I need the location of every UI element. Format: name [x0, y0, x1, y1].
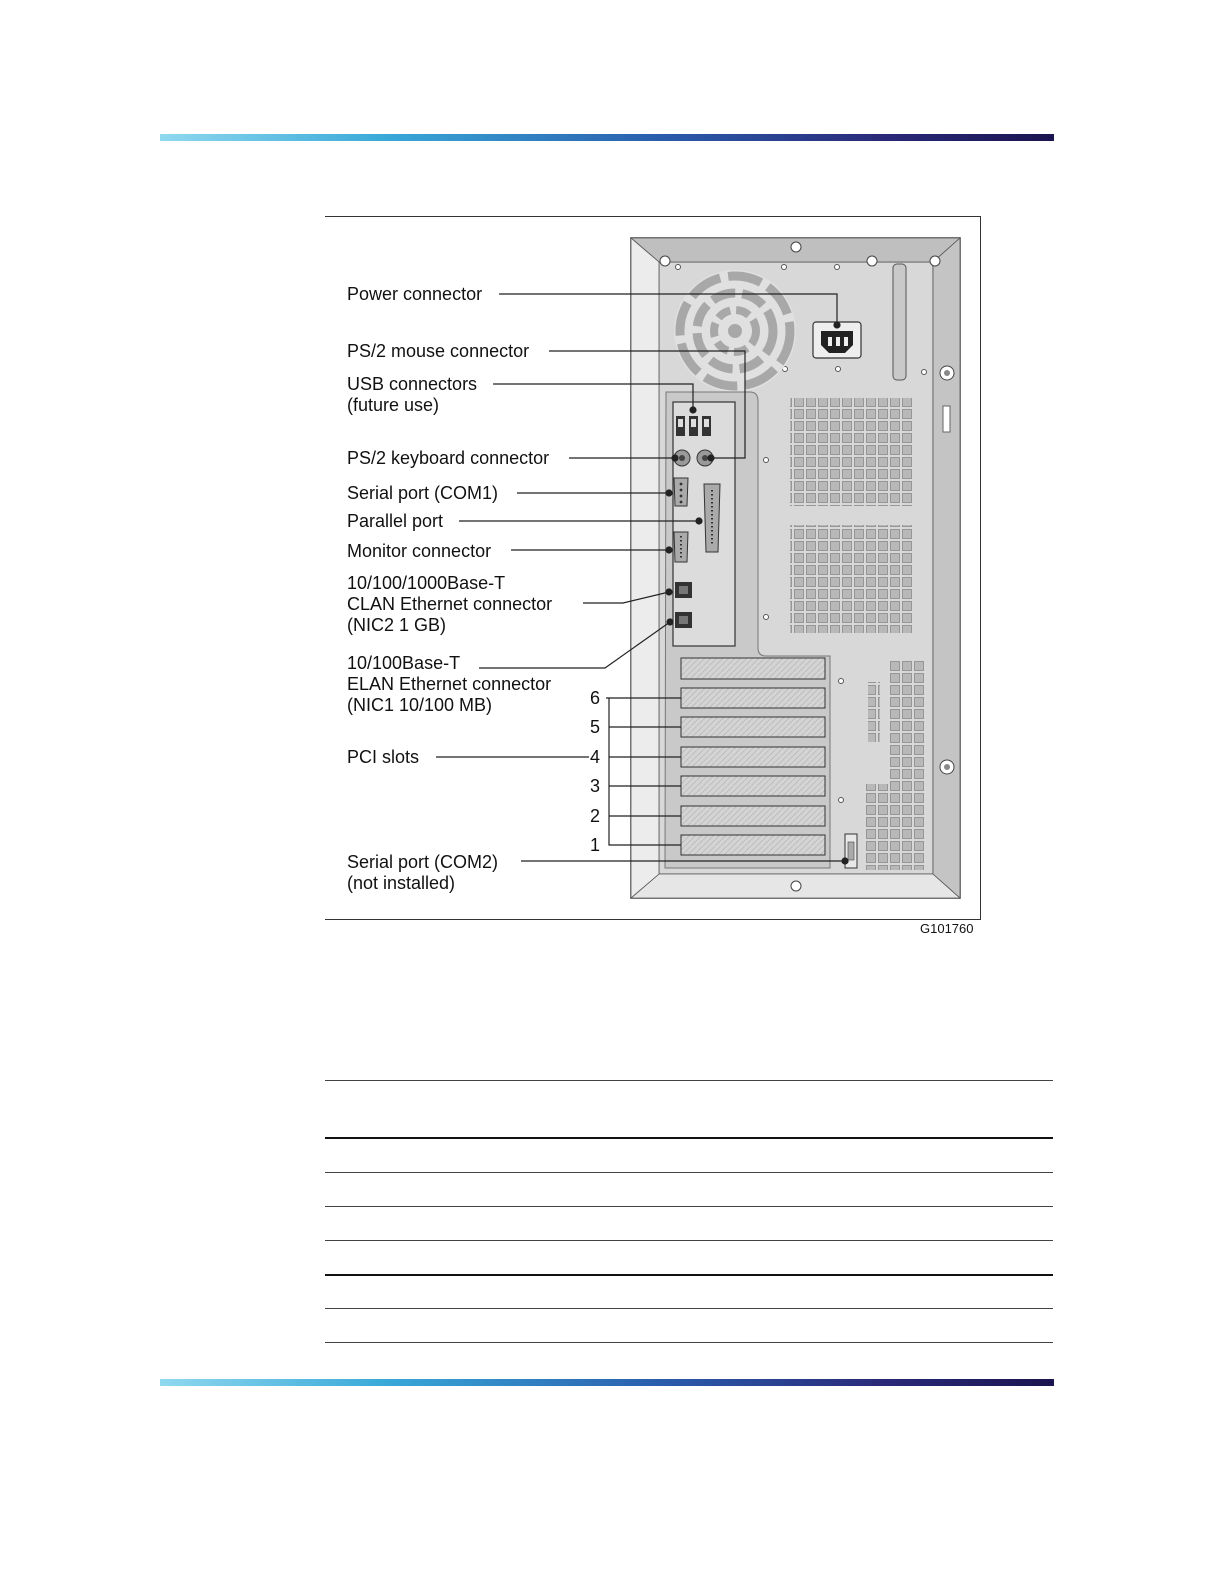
vent-grid-lower-left [866, 784, 890, 870]
monitor-connector [674, 532, 688, 562]
callout-ps2-keyboard: PS/2 keyboard connector [347, 448, 550, 468]
table-row-rule [325, 1172, 1053, 1173]
callout-pci-slots: PCI slots [347, 747, 420, 767]
table-top-rule [325, 1080, 1053, 1081]
pci-slot-6 [681, 688, 825, 708]
clan-ethernet-port [675, 582, 692, 598]
vent-grid-upper [790, 398, 914, 506]
pci-slot-number: 4 [590, 747, 601, 767]
io-shield [673, 402, 735, 646]
callout-elan: 10/100Base-T ELAN Ethernet connector (NIC1 10/100 MB) [347, 653, 552, 715]
pci-slot-number: 1 [590, 835, 601, 855]
callout-parallel-port: Parallel port [347, 511, 444, 531]
pci-slot-1 [681, 835, 825, 855]
server-rear-panel-diagram [325, 216, 981, 920]
callout-serial-com2: Serial port (COM2) (not installed) [347, 852, 499, 893]
parallel-port [704, 484, 720, 552]
vent-grid-middle [790, 525, 914, 633]
serial-port-com1 [674, 478, 688, 506]
pci-slot-covers [681, 658, 825, 855]
elan-ethernet-port [675, 612, 692, 628]
psu-handle [893, 264, 906, 380]
pci-slot-number: 3 [590, 776, 601, 796]
callout-power-connector: Power connector [347, 284, 483, 304]
figure-id: G101760 [920, 921, 974, 936]
pci-slot-number: 5 [590, 717, 601, 737]
pci-slot-5 [681, 717, 825, 737]
header-rule [160, 134, 1054, 141]
pci-slot-2 [681, 806, 825, 826]
callout-usb: USB connectors (future use) [347, 374, 478, 415]
fan-grille [674, 270, 796, 392]
table-row-rule [325, 1308, 1053, 1309]
footer-rule [160, 1379, 1054, 1386]
callout-ps2-mouse: PS/2 mouse connector [347, 341, 530, 361]
table-row-rule [325, 1206, 1053, 1207]
callout-serial-com1: Serial port (COM1) [347, 483, 499, 503]
callout-clan: 10/100/1000Base-T CLAN Ethernet connector (NIC2 1 GB) [347, 573, 553, 635]
table-header-rule [325, 1137, 1053, 1139]
pci-slot-number: 2 [590, 806, 601, 826]
callout-monitor: Monitor connector [347, 541, 492, 561]
table-bottom-rule [325, 1342, 1053, 1343]
pci-slot-4 [681, 747, 825, 767]
table-row-rule [325, 1240, 1053, 1241]
pci-slot-3 [681, 776, 825, 796]
table-row-rule [325, 1274, 1053, 1276]
vent-grid-small [868, 682, 880, 742]
pci-slot-number: 6 [590, 688, 601, 708]
vent-grid-lower-right [890, 660, 926, 870]
usb-connectors [676, 416, 711, 436]
